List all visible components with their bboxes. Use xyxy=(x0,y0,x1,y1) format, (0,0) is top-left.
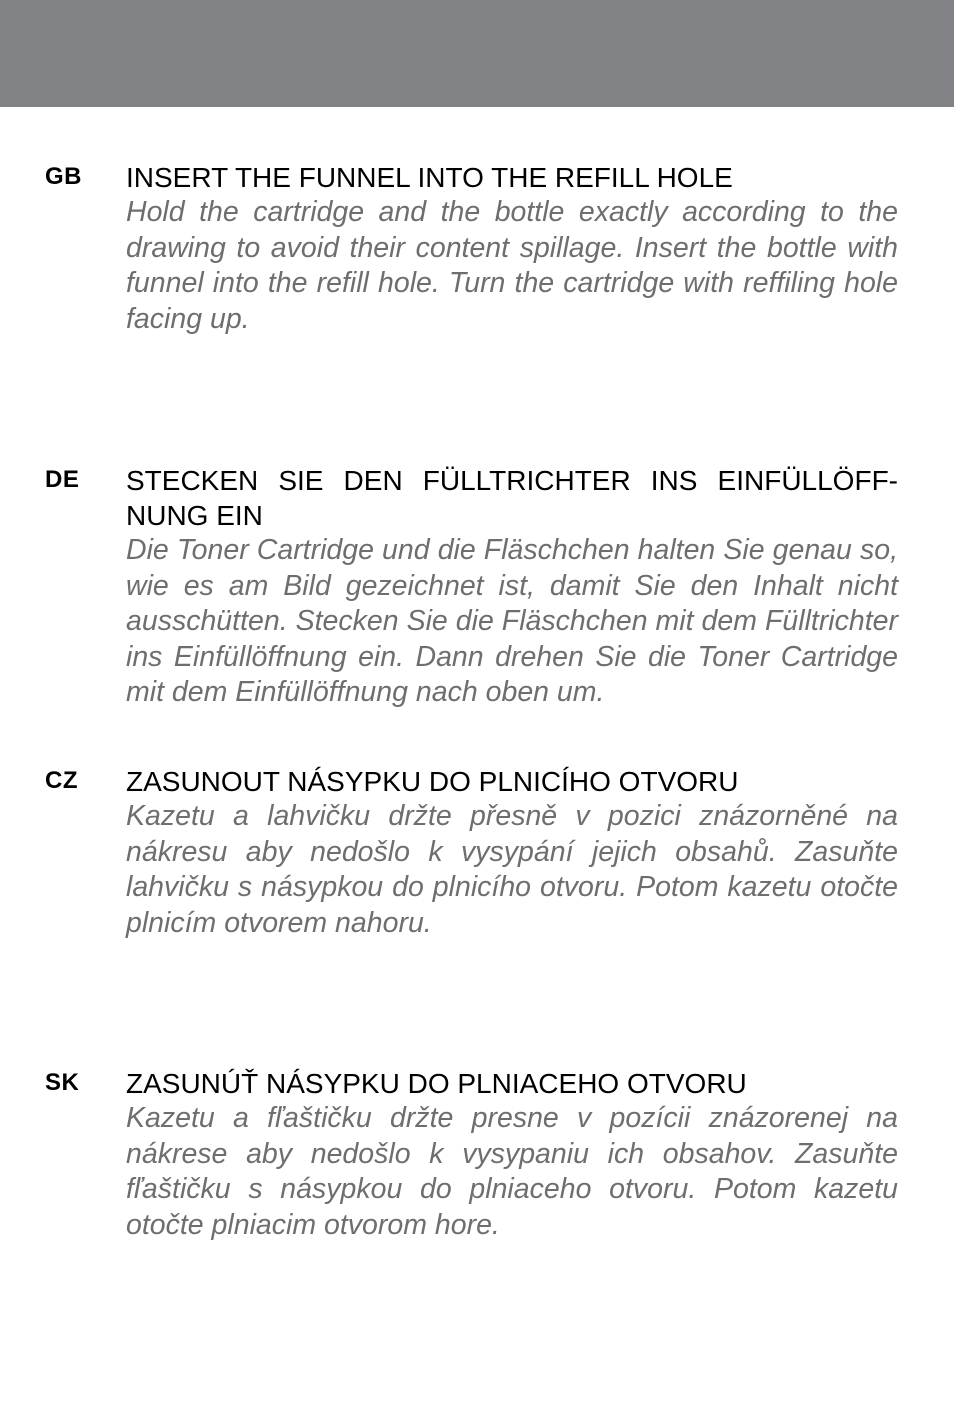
section-heading: ZASUNOUT NÁSYPKU DO PLNICÍHO OTVORU xyxy=(126,766,739,797)
section-content xyxy=(126,764,898,941)
header-bar xyxy=(0,0,954,107)
section-body: Hold the cartridge and the bottle exactly according to the drawing to avoid their content spillage. Insert the bottle with funnel into the refill hole. Turn the cartridge with reffiling hole facing up. xyxy=(126,196,898,335)
language-code: DE xyxy=(45,466,80,493)
section-body: Die Toner Cartridge und die Fläschchen halten Sie genau so, wie es am Bild gezeichnet ist, damit Sie den Inhalt nicht ausschütten. Stecken Sie die Fläschchen mit dem Fülltrichter ins Einfüllöffnung ein. Dann drehen Sie die Toner Cartridge mit dem Einfüllöffnung nach oben um. xyxy=(126,534,898,709)
section-heading: INSERT THE FUNNEL INTO THE REFILL HOLE xyxy=(126,162,733,193)
section-body: Kazetu a fľaštičku držte presne v pozícii znázorenej na nákrese aby nedošlo k vysypaniu ich obsahov. Zasuňte fľaštičku s násypkou do plniaceho otvoru. Potom kazetu otočte plniacim otvorom hore. xyxy=(126,1102,898,1241)
section-content xyxy=(126,160,898,337)
section-heading: STECKEN SIE DEN FÜLLTRICHTER INS EINFÜLLÖFF-NUNG EIN xyxy=(126,465,898,531)
section-heading: ZASUNÚŤ NÁSYPKU DO PLNIACEHO OTVORU xyxy=(126,1068,747,1099)
language-code: GB xyxy=(45,163,82,190)
section-content xyxy=(126,1066,898,1243)
language-code: SK xyxy=(45,1069,80,1096)
section-body: Kazetu a lahvičku držte přesně v pozici znázorněné na nákresu aby nedošlo k vysypání jejich obsahů. Zasuňte lahvičku s násypkou do plnicího otvoru. Potom kazetu otočte plnicím otvorem nahoru. xyxy=(126,800,898,939)
section-content xyxy=(126,463,898,711)
language-code: CZ xyxy=(45,767,78,794)
